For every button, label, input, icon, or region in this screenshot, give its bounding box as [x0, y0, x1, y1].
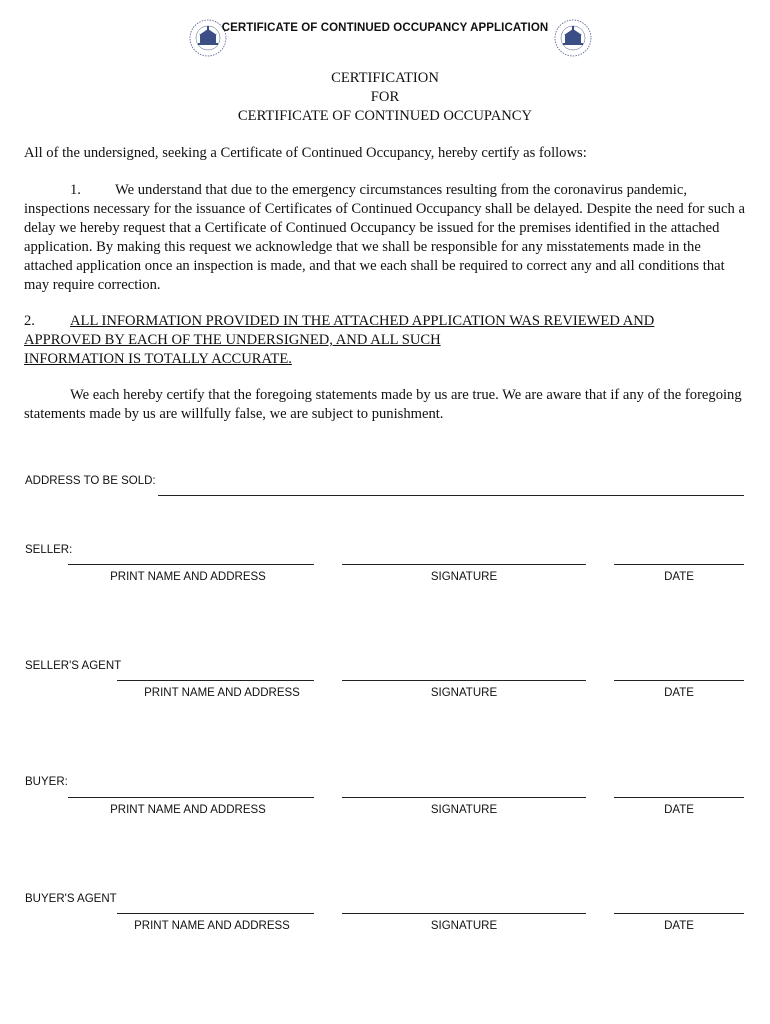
- paragraph-1-text: We understand that due to the emergency circumstances resulting from the coronavirus pandemic, inspections necessary for the issuance of Certificates of Continued Occupancy shall be delayed. Despite the need for such a delay we hereby request that a Certificate of Continued Occupancy be issued for the premises identified in the attached application. By making this request we acknowledge that we shall be responsible for any misstatements made in the attached application once an inspection is made, and that we each shall be required to correct any and all conditions that may require correction.: [24, 182, 745, 293]
- sellers-agent-signature-caption: SIGNATURE: [430, 687, 498, 699]
- paragraph-2-line-1: ALL INFORMATION PROVIDED IN THE ATTACHED APPLICATION WAS REVIEWED AND: [70, 313, 655, 329]
- sellers-agent-signature-line[interactable]: [342, 680, 586, 681]
- heading-line-1: CERTIFICATION: [331, 70, 439, 86]
- paragraph-3: [24, 386, 746, 424]
- paragraph-2-line-3: INFORMATION IS TOTALLY ACCURATE.: [24, 351, 292, 367]
- buyers-agent-date-line[interactable]: [614, 913, 744, 914]
- buyer-signature-line[interactable]: [342, 797, 586, 798]
- heading-line-3: CERTIFICATE OF CONTINUED OCCUPANCY: [237, 108, 533, 124]
- buyer-signature-caption: SIGNATURE: [430, 804, 498, 816]
- seller-label: SELLER:: [25, 544, 73, 556]
- buyer-date-caption: DATE: [664, 804, 694, 816]
- buyers-agent-name-caption: PRINT NAME AND ADDRESS: [134, 920, 290, 932]
- sellers-agent-name-line[interactable]: [117, 680, 314, 681]
- heading-line-2: FOR: [370, 89, 400, 105]
- address-field-line[interactable]: [158, 495, 744, 496]
- certification-heading: [0, 69, 770, 126]
- paragraph-2-line-2: APPROVED BY EACH OF THE UNDERSIGNED, AND ALL SUCH: [24, 332, 441, 348]
- header-title: CERTIFICATE OF CONTINUED OCCUPANCY APPLICATION: [221, 22, 549, 34]
- buyer-label: BUYER:: [25, 776, 68, 788]
- buyer-name-caption: PRINT NAME AND ADDRESS: [110, 804, 266, 816]
- address-label: ADDRESS TO BE SOLD:: [25, 475, 156, 487]
- buyer-date-line[interactable]: [614, 797, 744, 798]
- seller-name-caption: PRINT NAME AND ADDRESS: [110, 571, 266, 583]
- seller-signature-line[interactable]: [342, 564, 586, 565]
- sellers-agent-date-line[interactable]: [614, 680, 744, 681]
- sellers-agent-name-caption: PRINT NAME AND ADDRESS: [144, 687, 300, 699]
- seller-signature-caption: SIGNATURE: [430, 571, 498, 583]
- paragraph-1: [24, 181, 746, 295]
- sellers-agent-date-caption: DATE: [664, 687, 694, 699]
- buyer-name-line[interactable]: [68, 797, 314, 798]
- buyers-agent-date-caption: DATE: [664, 920, 694, 932]
- buyers-agent-label: BUYER'S AGENT: [25, 893, 117, 905]
- sellers-agent-label: SELLER'S AGENT: [25, 660, 122, 672]
- paragraph-1-number: 1.: [70, 182, 81, 198]
- seller-name-line[interactable]: [68, 564, 314, 565]
- seller-date-caption: DATE: [664, 571, 694, 583]
- buyers-agent-signature-caption: SIGNATURE: [430, 920, 498, 932]
- paragraph-2-number: 2.: [24, 313, 35, 329]
- buyers-agent-signature-line[interactable]: [342, 913, 586, 914]
- paragraph-3-text: We each hereby certify that the foregoing statements made by us are true. We are aware that if any of the foregoing statements made by us are willfully false, we are subject to punishment.: [24, 387, 742, 422]
- township-seal-icon: [553, 18, 593, 58]
- seller-date-line[interactable]: [614, 564, 744, 565]
- intro-paragraph: All of the undersigned, seeking a Certificate of Continued Occupancy, hereby certify as follows:: [24, 145, 587, 161]
- paragraph-2: [24, 312, 714, 369]
- buyers-agent-name-line[interactable]: [117, 913, 314, 914]
